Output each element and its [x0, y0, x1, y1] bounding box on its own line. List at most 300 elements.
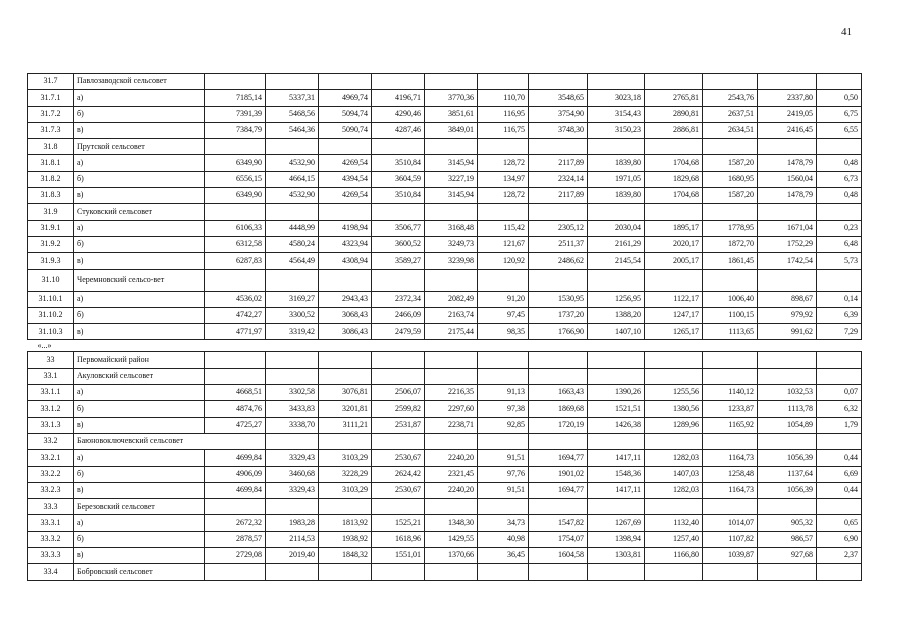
value-cell: 116,95 [478, 106, 529, 122]
value-cell: 1742,54 [758, 253, 817, 269]
value-cell: 6,48 [817, 236, 862, 252]
value-cell: 4564,49 [266, 253, 319, 269]
empty-cell [758, 139, 817, 155]
empty-cell [588, 204, 645, 220]
empty-cell [817, 74, 862, 90]
table-row [28, 466, 862, 482]
value-cell: 97,76 [478, 466, 529, 482]
value-cell: 3589,27 [372, 253, 425, 269]
value-cell: 91,20 [478, 291, 529, 307]
empty-cell [425, 204, 478, 220]
value-cell: 3433,83 [266, 401, 319, 417]
empty-cell [425, 269, 478, 291]
row-variant: б) [74, 401, 205, 417]
table-row [28, 253, 862, 269]
empty-cell [266, 74, 319, 90]
empty-cell [758, 368, 817, 384]
value-cell: 3168,48 [425, 220, 478, 236]
value-cell: 2530,67 [372, 482, 425, 498]
row-code: 33.3.3 [28, 548, 74, 564]
section-row [28, 564, 862, 580]
empty-cell [817, 352, 862, 368]
value-cell: 3150,23 [588, 122, 645, 138]
empty-cell [703, 269, 758, 291]
value-cell: 4448,99 [266, 220, 319, 236]
row-code: 31.9.1 [28, 220, 74, 236]
empty-cell [588, 368, 645, 384]
value-cell: 2240,20 [425, 450, 478, 466]
value-cell: 2479,59 [372, 324, 425, 340]
table-row [28, 122, 862, 138]
value-cell: 1938,92 [319, 531, 372, 547]
row-variant: а) [74, 291, 205, 307]
value-cell: 1869,68 [529, 401, 588, 417]
value-cell: 6349,90 [205, 188, 266, 204]
empty-cell [817, 564, 862, 580]
value-cell: 2634,51 [703, 122, 758, 138]
value-cell: 2511,37 [529, 236, 588, 252]
table-row [28, 236, 862, 252]
empty-cell [529, 204, 588, 220]
section-code: 33.4 [28, 564, 74, 580]
empty-cell [478, 269, 529, 291]
value-cell: 1407,10 [588, 324, 645, 340]
value-cell: 4969,74 [319, 90, 372, 106]
value-cell: 2878,57 [205, 531, 266, 547]
empty-cell [478, 433, 529, 449]
table-row [28, 401, 862, 417]
value-cell: 1426,38 [588, 417, 645, 433]
value-cell: 1530,95 [529, 291, 588, 307]
value-cell: 3548,65 [529, 90, 588, 106]
row-variant: в) [74, 188, 205, 204]
value-cell: 1587,20 [703, 188, 758, 204]
value-cell: 2637,51 [703, 106, 758, 122]
empty-cell [372, 352, 425, 368]
empty-cell [205, 74, 266, 90]
value-cell: 2416,45 [758, 122, 817, 138]
value-cell: 1848,32 [319, 548, 372, 564]
empty-cell [645, 139, 703, 155]
value-cell: 4874,76 [205, 401, 266, 417]
row-code: 33.1.1 [28, 385, 74, 401]
value-cell: 1604,58 [529, 548, 588, 564]
value-cell: 1255,56 [645, 385, 703, 401]
value-cell: 2486,62 [529, 253, 588, 269]
value-cell: 3754,90 [529, 106, 588, 122]
value-cell: 3849,01 [425, 122, 478, 138]
value-cell: 1704,68 [645, 155, 703, 171]
value-cell: 1680,95 [703, 171, 758, 187]
value-cell: 1547,82 [529, 515, 588, 531]
section-code: 31.7 [28, 74, 74, 90]
row-variant: а) [74, 155, 205, 171]
value-cell: 927,68 [758, 548, 817, 564]
row-code: 33.2.1 [28, 450, 74, 466]
row-code: 31.9.2 [28, 236, 74, 252]
value-cell: 2297,60 [425, 401, 478, 417]
value-cell: 6,55 [817, 122, 862, 138]
value-cell: 4699,84 [205, 450, 266, 466]
empty-cell [645, 352, 703, 368]
value-cell: 0,07 [817, 385, 862, 401]
value-cell: 991,62 [758, 324, 817, 340]
empty-cell [588, 433, 645, 449]
value-cell: 1,79 [817, 417, 862, 433]
empty-cell [425, 499, 478, 515]
value-cell: 4287,46 [372, 122, 425, 138]
value-cell: 6312,58 [205, 236, 266, 252]
empty-cell [588, 499, 645, 515]
empty-cell [205, 269, 266, 291]
empty-cell [645, 74, 703, 90]
value-cell: 6106,33 [205, 220, 266, 236]
empty-cell [205, 139, 266, 155]
value-cell: 97,38 [478, 401, 529, 417]
value-cell: 2321,45 [425, 466, 478, 482]
value-cell: 1054,89 [758, 417, 817, 433]
empty-cell [266, 499, 319, 515]
empty-cell [817, 139, 862, 155]
value-cell: 0,23 [817, 220, 862, 236]
row-code: 33.2.2 [28, 466, 74, 482]
value-cell: 3227,19 [425, 171, 478, 187]
row-code: 31.7.1 [28, 90, 74, 106]
value-cell: 4580,24 [266, 236, 319, 252]
value-cell: 6556,15 [205, 171, 266, 187]
empty-cell [205, 564, 266, 580]
value-cell: 1100,15 [703, 307, 758, 323]
empty-cell [645, 204, 703, 220]
table-row [28, 548, 862, 564]
empty-cell [529, 269, 588, 291]
value-cell: 1417,11 [588, 482, 645, 498]
value-cell: 979,92 [758, 307, 817, 323]
row-code: 31.8.2 [28, 171, 74, 187]
value-cell: 1895,17 [645, 220, 703, 236]
empty-cell [758, 352, 817, 368]
value-cell: 3103,29 [319, 450, 372, 466]
value-cell: 98,35 [478, 324, 529, 340]
section-row [28, 204, 862, 220]
row-code: 33.3.2 [28, 531, 74, 547]
row-variant: в) [74, 253, 205, 269]
value-cell: 7,29 [817, 324, 862, 340]
empty-cell [478, 352, 529, 368]
section-code: 33.3 [28, 499, 74, 515]
value-cell: 2305,12 [529, 220, 588, 236]
table-row [28, 515, 862, 531]
section-title: Акуловский сельсовет [74, 368, 205, 384]
value-cell: 3510,84 [372, 155, 425, 171]
value-cell: 1618,96 [372, 531, 425, 547]
value-cell: 905,32 [758, 515, 817, 531]
section-row [28, 433, 862, 449]
empty-cell [588, 352, 645, 368]
value-cell: 3201,81 [319, 401, 372, 417]
value-cell: 3770,36 [425, 90, 478, 106]
value-cell: 898,67 [758, 291, 817, 307]
row-code: 33.1.2 [28, 401, 74, 417]
row-variant: б) [74, 106, 205, 122]
value-cell: 134,97 [478, 171, 529, 187]
empty-cell [703, 139, 758, 155]
row-code: 31.10.1 [28, 291, 74, 307]
empty-cell [529, 139, 588, 155]
table-row [28, 385, 862, 401]
empty-cell [266, 352, 319, 368]
value-cell: 1056,39 [758, 450, 817, 466]
value-cell: 2530,67 [372, 450, 425, 466]
empty-cell [478, 74, 529, 90]
value-cell: 1258,48 [703, 466, 758, 482]
value-cell: 1778,95 [703, 220, 758, 236]
empty-cell [478, 564, 529, 580]
value-cell: 1861,45 [703, 253, 758, 269]
table-body [28, 74, 862, 581]
empty-cell [645, 499, 703, 515]
table-row [28, 291, 862, 307]
section-row [28, 74, 862, 90]
empty-cell [266, 564, 319, 580]
section-title: Стуковский сельсовет [74, 204, 205, 220]
value-cell: 1140,12 [703, 385, 758, 401]
section-code: 31.9 [28, 204, 74, 220]
value-cell: 2531,87 [372, 417, 425, 433]
value-cell: 4906,09 [205, 466, 266, 482]
value-cell: 1056,39 [758, 482, 817, 498]
value-cell: 6,32 [817, 401, 862, 417]
page-number: 41 [841, 26, 852, 38]
value-cell: 3300,52 [266, 307, 319, 323]
value-cell: 2163,74 [425, 307, 478, 323]
empty-cell [319, 368, 372, 384]
section-title: Баюновоключевский сельсовет [74, 433, 266, 449]
value-cell: 115,42 [478, 220, 529, 236]
empty-cell [817, 499, 862, 515]
row-variant: а) [74, 220, 205, 236]
empty-cell [425, 139, 478, 155]
value-cell: 2337,80 [758, 90, 817, 106]
section-code: 33.2 [28, 433, 74, 449]
empty-cell [478, 139, 529, 155]
table-row [28, 324, 862, 340]
value-cell: 5,73 [817, 253, 862, 269]
value-cell: 92,85 [478, 417, 529, 433]
value-cell: 2030,04 [588, 220, 645, 236]
value-cell: 4269,54 [319, 188, 372, 204]
section-row [28, 352, 862, 368]
empty-cell [372, 499, 425, 515]
value-cell: 2765,81 [645, 90, 703, 106]
table-row [28, 106, 862, 122]
row-variant: б) [74, 466, 205, 482]
value-cell: 40,98 [478, 531, 529, 547]
value-cell: 1720,19 [529, 417, 588, 433]
value-cell: 2175,44 [425, 324, 478, 340]
value-cell: 5464,36 [266, 122, 319, 138]
row-variant: в) [74, 548, 205, 564]
empty-cell [703, 433, 758, 449]
value-cell: 1694,77 [529, 482, 588, 498]
value-cell: 6,90 [817, 531, 862, 547]
value-cell: 3302,58 [266, 385, 319, 401]
value-cell: 4323,94 [319, 236, 372, 252]
value-cell: 128,72 [478, 188, 529, 204]
value-cell: 1164,73 [703, 482, 758, 498]
empty-cell [588, 139, 645, 155]
row-code: 33.1.3 [28, 417, 74, 433]
value-cell: 1417,11 [588, 450, 645, 466]
row-variant: в) [74, 122, 205, 138]
value-cell: 4699,84 [205, 482, 266, 498]
row-code: 33.3.1 [28, 515, 74, 531]
empty-cell [703, 74, 758, 90]
value-cell: 3239,98 [425, 253, 478, 269]
empty-cell [372, 74, 425, 90]
empty-cell [703, 204, 758, 220]
row-code: 31.8.3 [28, 188, 74, 204]
empty-cell [758, 269, 817, 291]
value-cell: 1813,92 [319, 515, 372, 531]
value-cell: 3145,94 [425, 155, 478, 171]
value-cell: 1737,20 [529, 307, 588, 323]
value-cell: 1478,79 [758, 188, 817, 204]
row-variant: а) [74, 515, 205, 531]
value-cell: 2019,40 [266, 548, 319, 564]
empty-cell [478, 499, 529, 515]
empty-cell [372, 204, 425, 220]
value-cell: 6287,83 [205, 253, 266, 269]
empty-cell [372, 269, 425, 291]
value-cell: 36,45 [478, 548, 529, 564]
empty-cell [266, 433, 319, 449]
value-cell: 2890,81 [645, 106, 703, 122]
value-cell: 1289,96 [645, 417, 703, 433]
value-cell: 2,37 [817, 548, 862, 564]
row-variant: в) [74, 482, 205, 498]
value-cell: 0,48 [817, 155, 862, 171]
empty-cell [817, 433, 862, 449]
value-cell: 1113,78 [758, 401, 817, 417]
value-cell: 3023,18 [588, 90, 645, 106]
table-row [28, 417, 862, 433]
row-code: 31.10.3 [28, 324, 74, 340]
empty-cell [817, 269, 862, 291]
empty-cell [758, 564, 817, 580]
value-cell: 7384,79 [205, 122, 266, 138]
value-cell: 1039,87 [703, 548, 758, 564]
value-cell: 1348,30 [425, 515, 478, 531]
value-cell: 1257,40 [645, 531, 703, 547]
ellipsis-row [28, 340, 862, 352]
row-variant: б) [74, 307, 205, 323]
value-cell: 2599,82 [372, 401, 425, 417]
value-cell: 4664,15 [266, 171, 319, 187]
value-cell: 4394,54 [319, 171, 372, 187]
value-cell: 1267,69 [588, 515, 645, 531]
empty-cell [478, 204, 529, 220]
value-cell: 1282,03 [645, 450, 703, 466]
value-cell: 3460,68 [266, 466, 319, 482]
empty-cell [319, 269, 372, 291]
empty-cell [758, 499, 817, 515]
empty-cell [425, 352, 478, 368]
value-cell: 6,69 [817, 466, 862, 482]
value-cell: 1478,79 [758, 155, 817, 171]
value-cell: 120,92 [478, 253, 529, 269]
value-cell: 1107,82 [703, 531, 758, 547]
value-cell: 1551,01 [372, 548, 425, 564]
empty-cell [372, 564, 425, 580]
value-cell: 2466,09 [372, 307, 425, 323]
value-cell: 3319,42 [266, 324, 319, 340]
tariff-table [27, 73, 862, 581]
value-cell: 4536,02 [205, 291, 266, 307]
value-cell: 1164,73 [703, 450, 758, 466]
value-cell: 1282,03 [645, 482, 703, 498]
table-row [28, 220, 862, 236]
empty-cell [588, 74, 645, 90]
value-cell: 3510,84 [372, 188, 425, 204]
value-cell: 2506,07 [372, 385, 425, 401]
row-code: 31.7.2 [28, 106, 74, 122]
row-variant: в) [74, 324, 205, 340]
ellipsis-mark: «...» [37, 340, 52, 350]
value-cell: 1137,64 [758, 466, 817, 482]
value-cell: 1548,36 [588, 466, 645, 482]
empty-cell [205, 368, 266, 384]
value-cell: 1165,92 [703, 417, 758, 433]
value-cell: 1704,68 [645, 188, 703, 204]
value-cell: 3851,61 [425, 106, 478, 122]
empty-cell [703, 499, 758, 515]
value-cell: 2117,89 [529, 155, 588, 171]
row-variant: б) [74, 531, 205, 547]
value-cell: 2216,35 [425, 385, 478, 401]
value-cell: 4308,94 [319, 253, 372, 269]
value-cell: 121,67 [478, 236, 529, 252]
value-cell: 4668,51 [205, 385, 266, 401]
value-cell: 3068,43 [319, 307, 372, 323]
empty-cell [425, 368, 478, 384]
value-cell: 1694,77 [529, 450, 588, 466]
empty-cell [372, 139, 425, 155]
value-cell: 0,14 [817, 291, 862, 307]
value-cell: 1829,68 [645, 171, 703, 187]
empty-cell [319, 204, 372, 220]
value-cell: 3228,29 [319, 466, 372, 482]
value-cell: 1521,51 [588, 401, 645, 417]
value-cell: 3506,77 [372, 220, 425, 236]
row-variant: в) [74, 417, 205, 433]
value-cell: 1256,95 [588, 291, 645, 307]
section-row [28, 368, 862, 384]
empty-cell [372, 433, 425, 449]
value-cell: 3748,30 [529, 122, 588, 138]
section-title: Первомайский район [74, 352, 205, 368]
empty-cell [529, 352, 588, 368]
value-cell: 1006,40 [703, 291, 758, 307]
empty-cell [758, 204, 817, 220]
empty-cell [529, 433, 588, 449]
empty-cell [588, 269, 645, 291]
empty-cell [529, 368, 588, 384]
empty-cell [425, 74, 478, 90]
value-cell: 2240,20 [425, 482, 478, 498]
value-cell: 986,57 [758, 531, 817, 547]
value-cell: 91,13 [478, 385, 529, 401]
